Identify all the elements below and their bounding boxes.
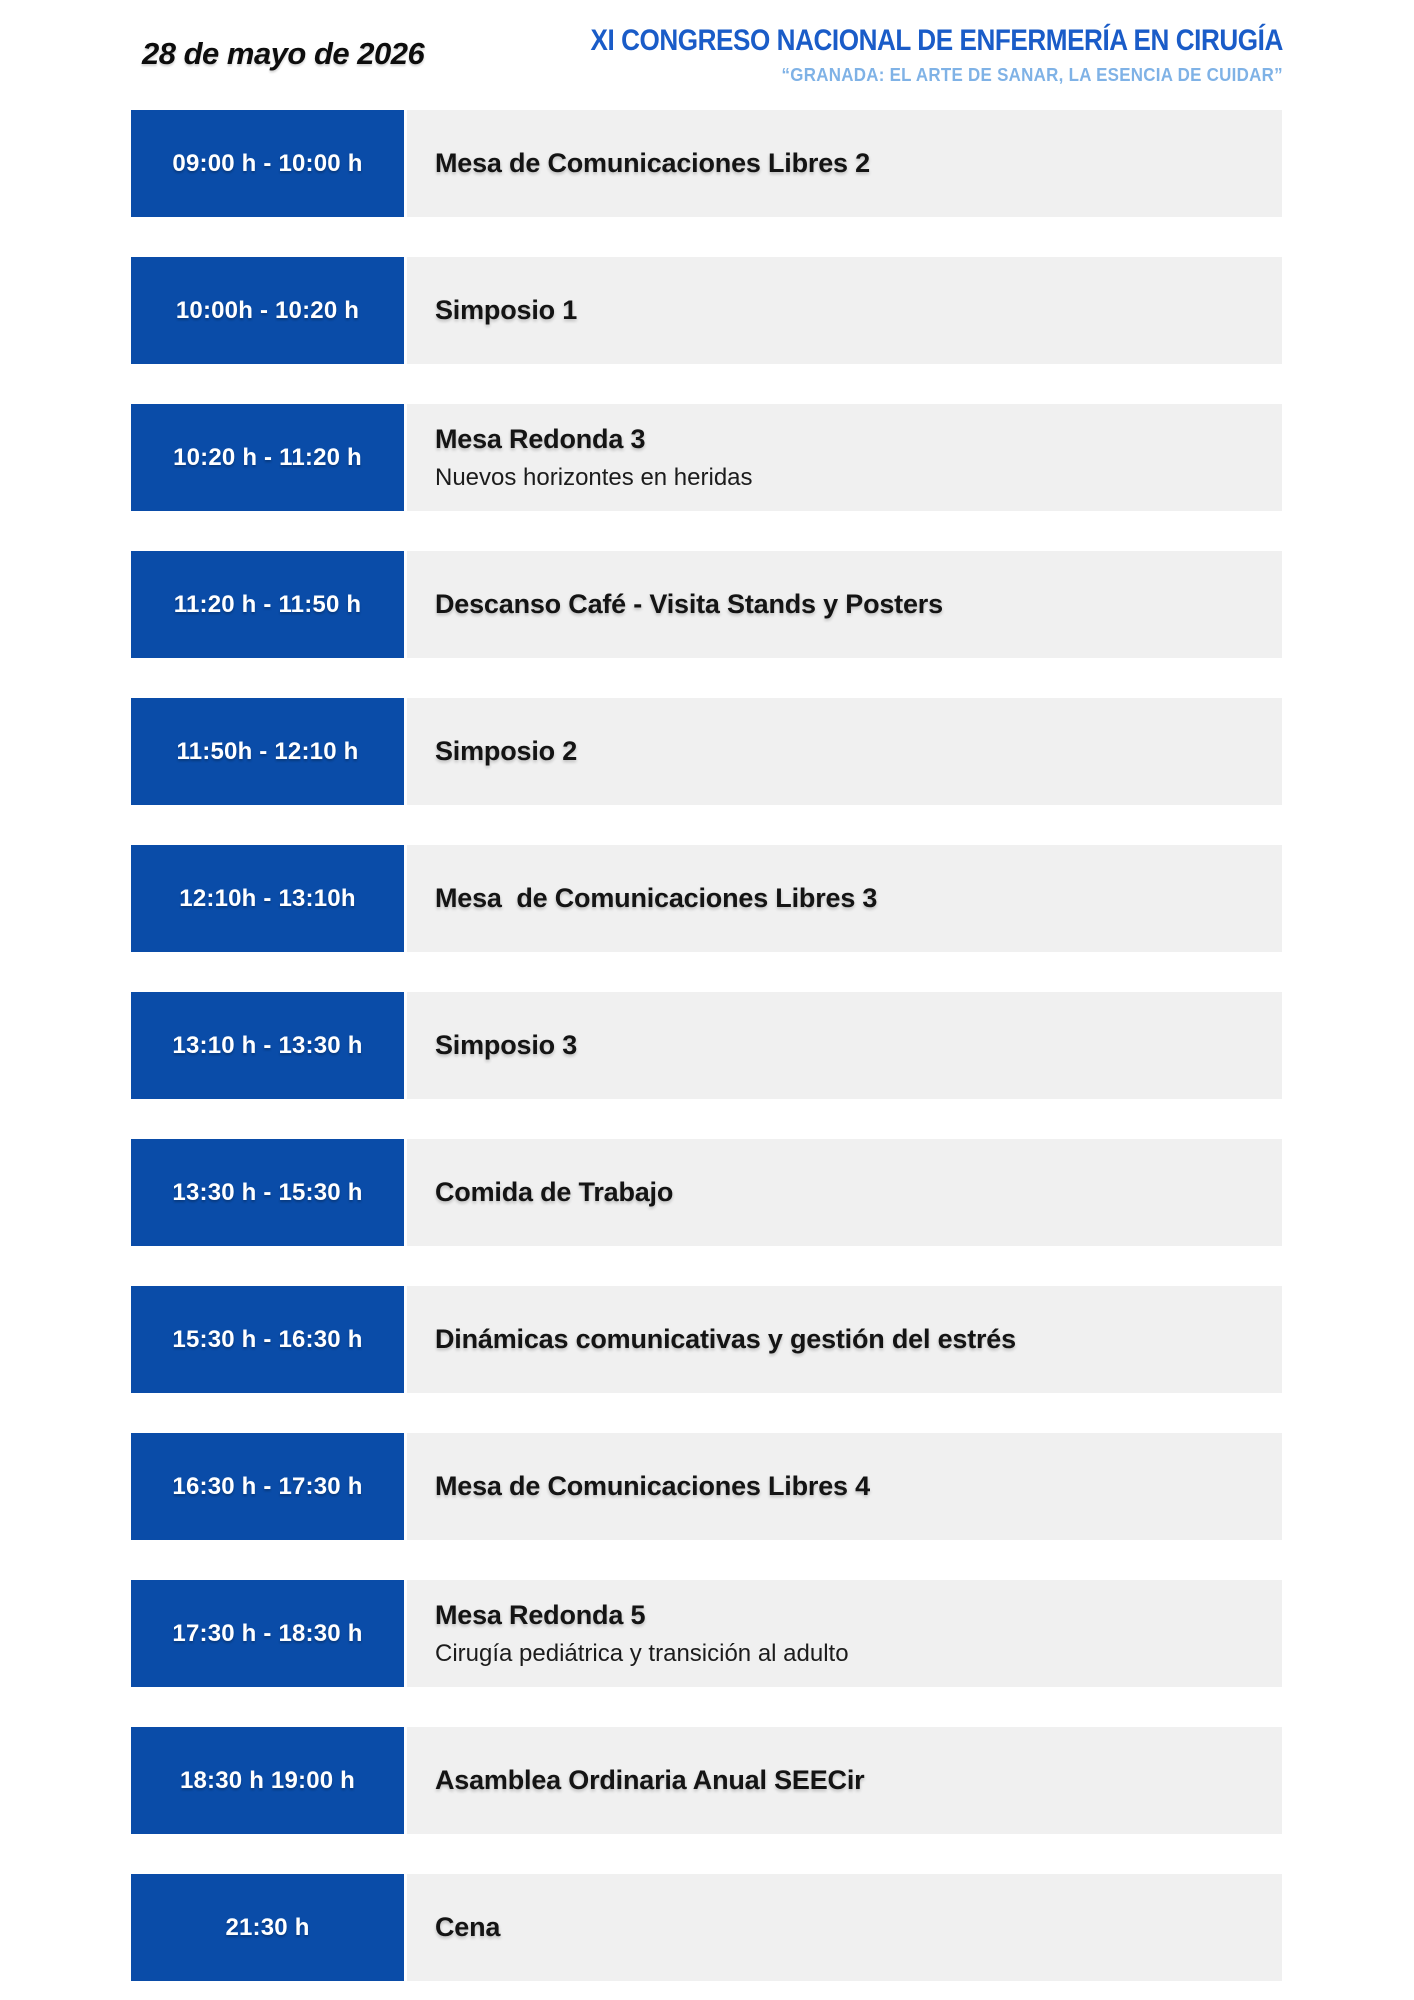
event-title: Simposio 2 (435, 736, 578, 766)
event-title: Dinámicas comunicativas y gestión del estrés (435, 1324, 1016, 1354)
time-slot (131, 404, 404, 511)
congress-header (487, 24, 1283, 86)
time-label: 15:30 h - 16:30 h (172, 1325, 363, 1353)
schedule-row (131, 1286, 1282, 1393)
event-card (407, 1139, 1282, 1246)
event-title: Asamblea Ordinaria Anual SEECir (435, 1765, 865, 1795)
time-label: 11:20 h - 11:50 h (173, 590, 362, 618)
event-title: Mesa de Comunicaciones Libres 2 (435, 148, 870, 178)
event-card (407, 1286, 1282, 1393)
congress-subtitle: “GRANADA: EL ARTE DE SANAR, LA ESENCIA DE CUIDAR” (781, 65, 1283, 85)
event-title: Mesa Redonda 5 (435, 1599, 646, 1630)
event-subtitle: Cirugía pediátrica y transición al adulto (435, 1639, 849, 1667)
schedule (131, 110, 1282, 1981)
event-title: Simposio 3 (435, 1030, 578, 1060)
event-card (407, 1580, 1282, 1687)
schedule-row (131, 551, 1282, 658)
event-subtitle: Nuevos horizontes en heridas (435, 463, 753, 491)
event-card (407, 110, 1282, 217)
event-card (407, 1874, 1282, 1981)
time-slot (131, 1727, 404, 1834)
time-label: 13:30 h - 15:30 h (172, 1178, 363, 1206)
event-card (407, 404, 1282, 511)
event-title: Mesa de Comunicaciones Libres 4 (435, 1471, 870, 1501)
time-label: 13:10 h - 13:30 h (172, 1031, 363, 1059)
event-title: Descanso Café - Visita Stands y Posters (435, 589, 943, 619)
time-label: 10:00h - 10:20 h (175, 296, 360, 324)
time-label: 21:30 h (225, 1913, 310, 1941)
date-label: 28 de mayo de 2026 (142, 36, 425, 71)
event-title: Mesa Redonda 3 (435, 423, 646, 454)
time-slot (131, 1139, 404, 1246)
time-slot (131, 1580, 404, 1687)
schedule-row (131, 110, 1282, 217)
time-label: 10:20 h - 11:20 h (173, 443, 362, 471)
event-card (407, 1433, 1282, 1540)
event-card (407, 992, 1282, 1099)
event-card (407, 551, 1282, 658)
event-card (407, 845, 1282, 952)
schedule-row (131, 1580, 1282, 1687)
event-card (407, 698, 1282, 805)
time-label: 12:10h - 13:10h (179, 884, 356, 912)
time-label: 17:30 h - 18:30 h (172, 1619, 363, 1647)
schedule-row (131, 1139, 1282, 1246)
time-slot (131, 1874, 404, 1981)
time-slot (131, 551, 404, 658)
event-card (407, 1727, 1282, 1834)
time-slot (131, 845, 404, 952)
schedule-row (131, 698, 1282, 805)
schedule-row (131, 404, 1282, 511)
time-label: 11:50h - 12:10 h (176, 737, 359, 765)
time-label: 18:30 h 19:00 h (179, 1766, 356, 1794)
time-slot (131, 1286, 404, 1393)
event-title: Mesa de Comunicaciones Libres 3 (435, 883, 878, 913)
schedule-row (131, 257, 1282, 364)
time-slot (131, 698, 404, 805)
schedule-row (131, 1433, 1282, 1540)
time-slot (131, 1433, 404, 1540)
congress-title: XI CONGRESO NACIONAL DE ENFERMERÍA EN CIRUGÍA (590, 24, 1283, 57)
schedule-row (131, 1874, 1282, 1981)
time-slot (131, 257, 404, 364)
schedule-row (131, 992, 1282, 1099)
event-title: Cena (435, 1912, 501, 1942)
time-slot (131, 110, 404, 217)
event-title: Comida de Trabajo (435, 1177, 674, 1207)
time-slot (131, 992, 404, 1099)
event-title: Simposio 1 (435, 295, 578, 325)
time-label: 09:00 h - 10:00 h (172, 149, 363, 177)
schedule-row (131, 845, 1282, 952)
event-card (407, 257, 1282, 364)
schedule-row (131, 1727, 1282, 1834)
time-label: 16:30 h - 17:30 h (172, 1472, 363, 1500)
